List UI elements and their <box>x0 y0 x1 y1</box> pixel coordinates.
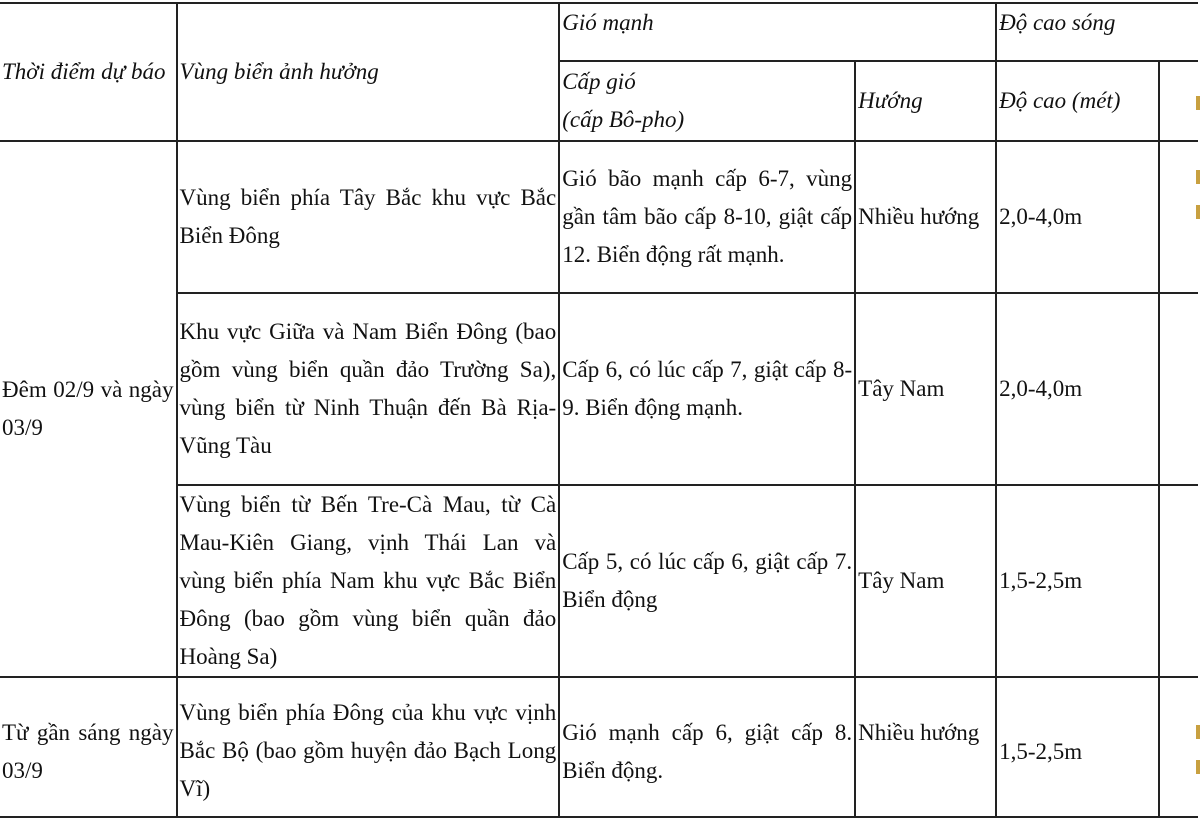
wind-cell: Cấp 5, có lúc cấp 6, giật cấp 7. Biển động <box>559 485 855 677</box>
time-cell: Từ gần sáng ngày 03/9 <box>0 677 177 817</box>
time-cell: Đêm 02/9 và ngày 03/9 <box>0 141 177 677</box>
region-cell: Vùng biển phía Đông của khu vực vịnh Bắc Bộ (bao gồm huyện đảo Bạch Long Vĩ) <box>177 677 560 817</box>
wind-cell: Gió mạnh cấp 6, giật cấp 8. Biển động. <box>559 677 855 817</box>
edge-mark <box>1196 205 1200 219</box>
edge-cell <box>1159 293 1198 485</box>
header-row-1 <box>0 3 1198 61</box>
forecast-table <box>0 2 1198 818</box>
region-cell: Khu vực Giữa và Nam Biển Đông (bao gồm vùng biển quần đảo Trường Sa), vùng biển từ Ninh Thuận đến Bà Rịa-Vũng Tàu <box>177 293 560 485</box>
edge-cell <box>1159 141 1198 293</box>
table-row <box>0 141 1198 293</box>
direction-cell: Nhiều hướng <box>855 677 996 817</box>
edge-cell <box>1159 677 1198 817</box>
table-row <box>0 485 1198 677</box>
edge-mark <box>1196 725 1200 739</box>
header-wind-level: Cấp gió (cấp Bô-pho) <box>559 61 855 141</box>
wind-cell: Gió bão mạnh cấp 6-7, vùng gần tâm bão cấp 8-10, giật cấp 12. Biển động rất mạnh. <box>559 141 855 293</box>
edge-mark <box>1196 170 1200 184</box>
region-cell: Vùng biển phía Tây Bắc khu vực Bắc Biển Đông <box>177 141 560 293</box>
wave-cell: 1,5-2,5m <box>996 485 1159 677</box>
direction-cell: Tây Nam <box>855 485 996 677</box>
wave-cell: 2,0-4,0m <box>996 293 1159 485</box>
edge-cell <box>1159 485 1198 677</box>
edge-mark <box>1196 96 1200 110</box>
direction-cell: Tây Nam <box>855 293 996 485</box>
wave-cell: 1,5-2,5m <box>996 677 1159 817</box>
wave-cell: 2,0-4,0m <box>996 141 1159 293</box>
header-wind: Gió mạnh <box>559 3 996 61</box>
header-direction: Hướng <box>855 61 996 141</box>
wind-cell: Cấp 6, có lúc cấp 7, giật cấp 8-9. Biển động mạnh. <box>559 293 855 485</box>
edge-mark <box>1196 760 1200 774</box>
header-time: Thời điểm dự báo <box>0 3 177 141</box>
table-row <box>0 293 1198 485</box>
region-cell: Vùng biển từ Bến Tre-Cà Mau, từ Cà Mau-Kiên Giang, vịnh Thái Lan và vùng biển phía Nam khu vực Bắc Biển Đông (bao gồm vùng biển quần đảo Hoàng Sa) <box>177 485 560 677</box>
header-edge-cell <box>1159 61 1198 141</box>
header-wave-group: Độ cao sóng <box>996 3 1198 61</box>
table-row <box>0 677 1198 817</box>
direction-cell: Nhiều hướng <box>855 141 996 293</box>
header-wave-height: Độ cao (mét) <box>996 61 1159 141</box>
header-region: Vùng biển ảnh hưởng <box>177 3 560 141</box>
